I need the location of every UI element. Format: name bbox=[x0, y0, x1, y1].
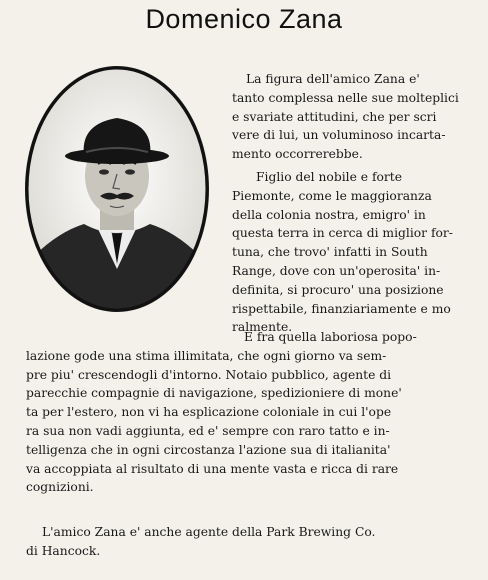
text-line: di Hancock. bbox=[26, 543, 101, 558]
text-line: e svariate attitudini, che per scri bbox=[232, 109, 437, 124]
text-line: tanto complessa nelle sue molteplici bbox=[232, 90, 459, 105]
text-line: va accoppiata al risultato di una mente vasta e ricca di rare bbox=[26, 461, 399, 476]
text-line: lazione gode una stima illimitata, che ogni giorno va sem- bbox=[26, 348, 387, 363]
article-title: Domenico Zana bbox=[145, 4, 343, 34]
text-line: parecchie compagnie di navigazione, spedizioniere di mone' bbox=[26, 386, 402, 401]
text-line: E fra quella laboriosa popo- bbox=[244, 330, 417, 344]
text-line: Range, dove con un'operosita' in- bbox=[232, 263, 441, 278]
text-line: telligenza che in ogni circostanza l'azione sua di italianita' bbox=[26, 442, 391, 457]
paragraph-2 bbox=[232, 168, 468, 337]
text-line: questa terra in cerca di miglior for- bbox=[232, 226, 453, 241]
text-line: mento occorrerebbe. bbox=[232, 147, 363, 162]
text-line: Figlio del nobile e forte bbox=[256, 170, 402, 184]
text-line: ralmente. bbox=[232, 320, 293, 335]
text-line: La figura dell'amico Zana e' bbox=[246, 72, 420, 86]
paragraph-3 bbox=[26, 328, 476, 497]
text-line: ta per l'estero, non vi ha esplicazione coloniale in cui l'ope bbox=[26, 405, 392, 420]
text-line: Piemonte, come le maggioranza bbox=[232, 188, 432, 203]
text-line: tuna, che trovo' infatti in South bbox=[232, 245, 428, 260]
text-line: rispettabile, finanziariamente e mo bbox=[232, 301, 451, 316]
text-line: L'amico Zana e' anche agente della Park Brewing Co. bbox=[42, 525, 376, 539]
text-line: cognizioni. bbox=[26, 480, 94, 495]
text-line: della colonia nostra, emigro' in bbox=[232, 207, 426, 222]
paragraph-4 bbox=[26, 523, 476, 561]
portrait-photo bbox=[22, 64, 212, 314]
text-line: definita, si procuro' una posizione bbox=[232, 282, 444, 297]
text-line: ra sua non vadi aggiunta, ed e' sempre con raro tatto e in- bbox=[26, 423, 390, 438]
text-line: vere di lui, un voluminoso incarta- bbox=[232, 128, 446, 143]
text-line: pre piu' crescendogli d'intorno. Notaio pubblico, agente di bbox=[26, 367, 392, 382]
paragraph-1 bbox=[232, 70, 468, 164]
